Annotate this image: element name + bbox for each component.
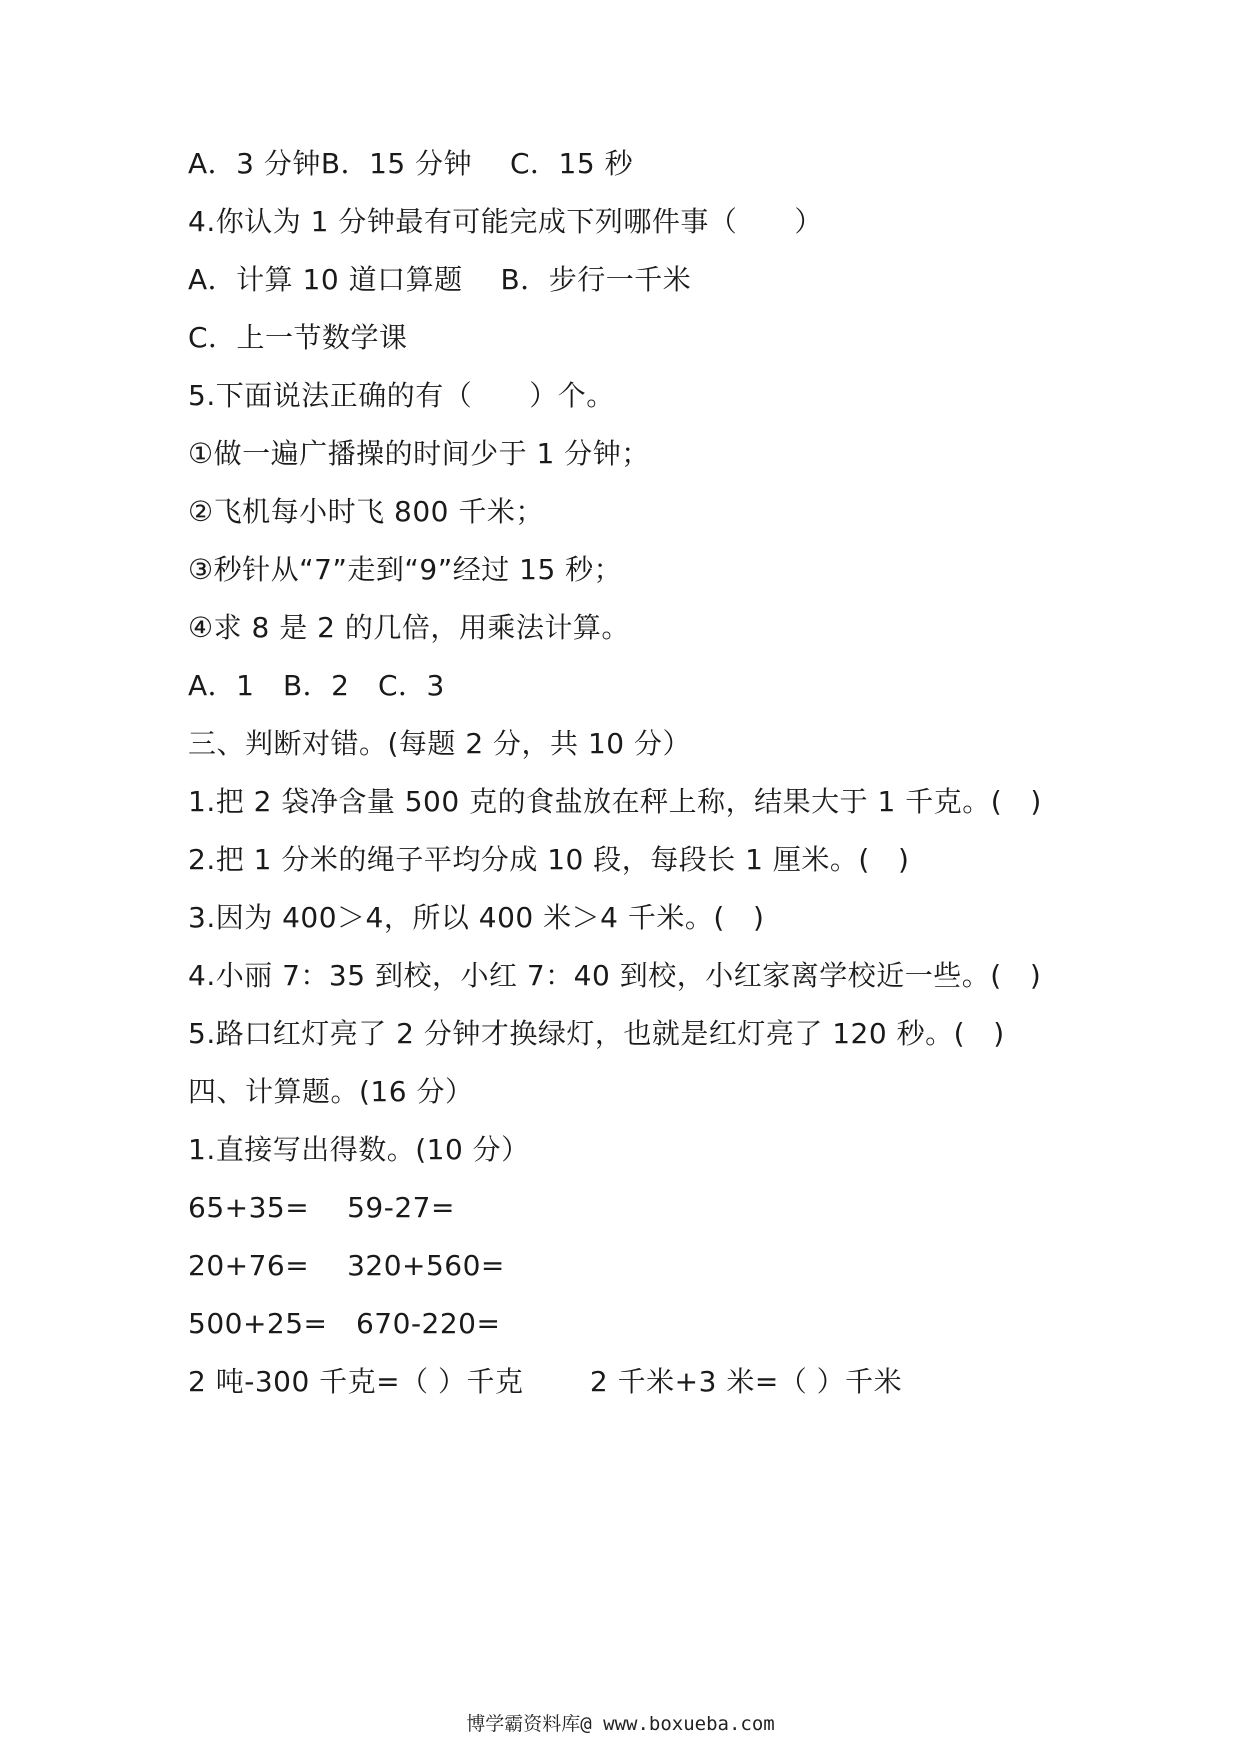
section-3-heading: 三、判断对错。(每题 2 分，共 10 分） <box>188 727 691 760</box>
q4-options-ab: A．计算 10 道口算题 B．步行一千米 <box>188 263 692 296</box>
q5-statement-1: ①做一遍广播操的时间少于 1 分钟； <box>188 437 650 470</box>
footer-watermark: 博学霸资料库@ www.boxueba.com <box>466 1713 775 1735</box>
calc-row-2: 20+76= 320+560= <box>188 1249 505 1282</box>
q5-statement-4: ④求 8 是 2 的几倍，用乘法计算。 <box>188 611 630 644</box>
judge-item-5: 5.路口红灯亮了 2 分钟才换绿灯，也就是红灯亮了 120 秒。( ) <box>188 1017 1005 1050</box>
q5-options: A．1 B．2 C．3 <box>188 669 445 702</box>
calc-row-1: 65+35= 59-27= <box>188 1191 455 1224</box>
judge-item-3: 3.因为 400＞4，所以 400 米＞4 千米。( ) <box>188 901 765 934</box>
calc-row-4: 2 吨-300 千克=（ ）千克 2 千米+3 米=（ ）千米 <box>188 1365 903 1398</box>
judge-item-4: 4.小丽 7：35 到校，小红 7：40 到校，小红家离学校近一些。( ) <box>188 959 1042 992</box>
judge-item-1: 1.把 2 袋净含量 500 克的食盐放在秤上称，结果大于 1 千克。( ) <box>188 785 1042 818</box>
section-4-heading: 四、计算题。(16 分） <box>188 1075 474 1108</box>
calc-1-heading: 1.直接写出得数。(10 分） <box>188 1133 530 1166</box>
judge-item-2: 2.把 1 分米的绳子平均分成 10 段，每段长 1 厘米。( ) <box>188 843 910 876</box>
q5-statement-2: ②飞机每小时飞 800 千米； <box>188 495 544 528</box>
q4-question: 4.你认为 1 分钟最有可能完成下列哪件事（ ） <box>188 205 823 238</box>
q5-question: 5.下面说法正确的有（ ）个。 <box>188 379 615 412</box>
calc-row-3: 500+25= 670-220= <box>188 1307 501 1340</box>
q5-statement-3: ③秒针从“7”走到“9”经过 15 秒； <box>188 553 623 586</box>
q3-options: A．3 分钟B．15 分钟 C．15 秒 <box>188 147 634 180</box>
q4-option-c: C．上一节数学课 <box>188 321 408 354</box>
